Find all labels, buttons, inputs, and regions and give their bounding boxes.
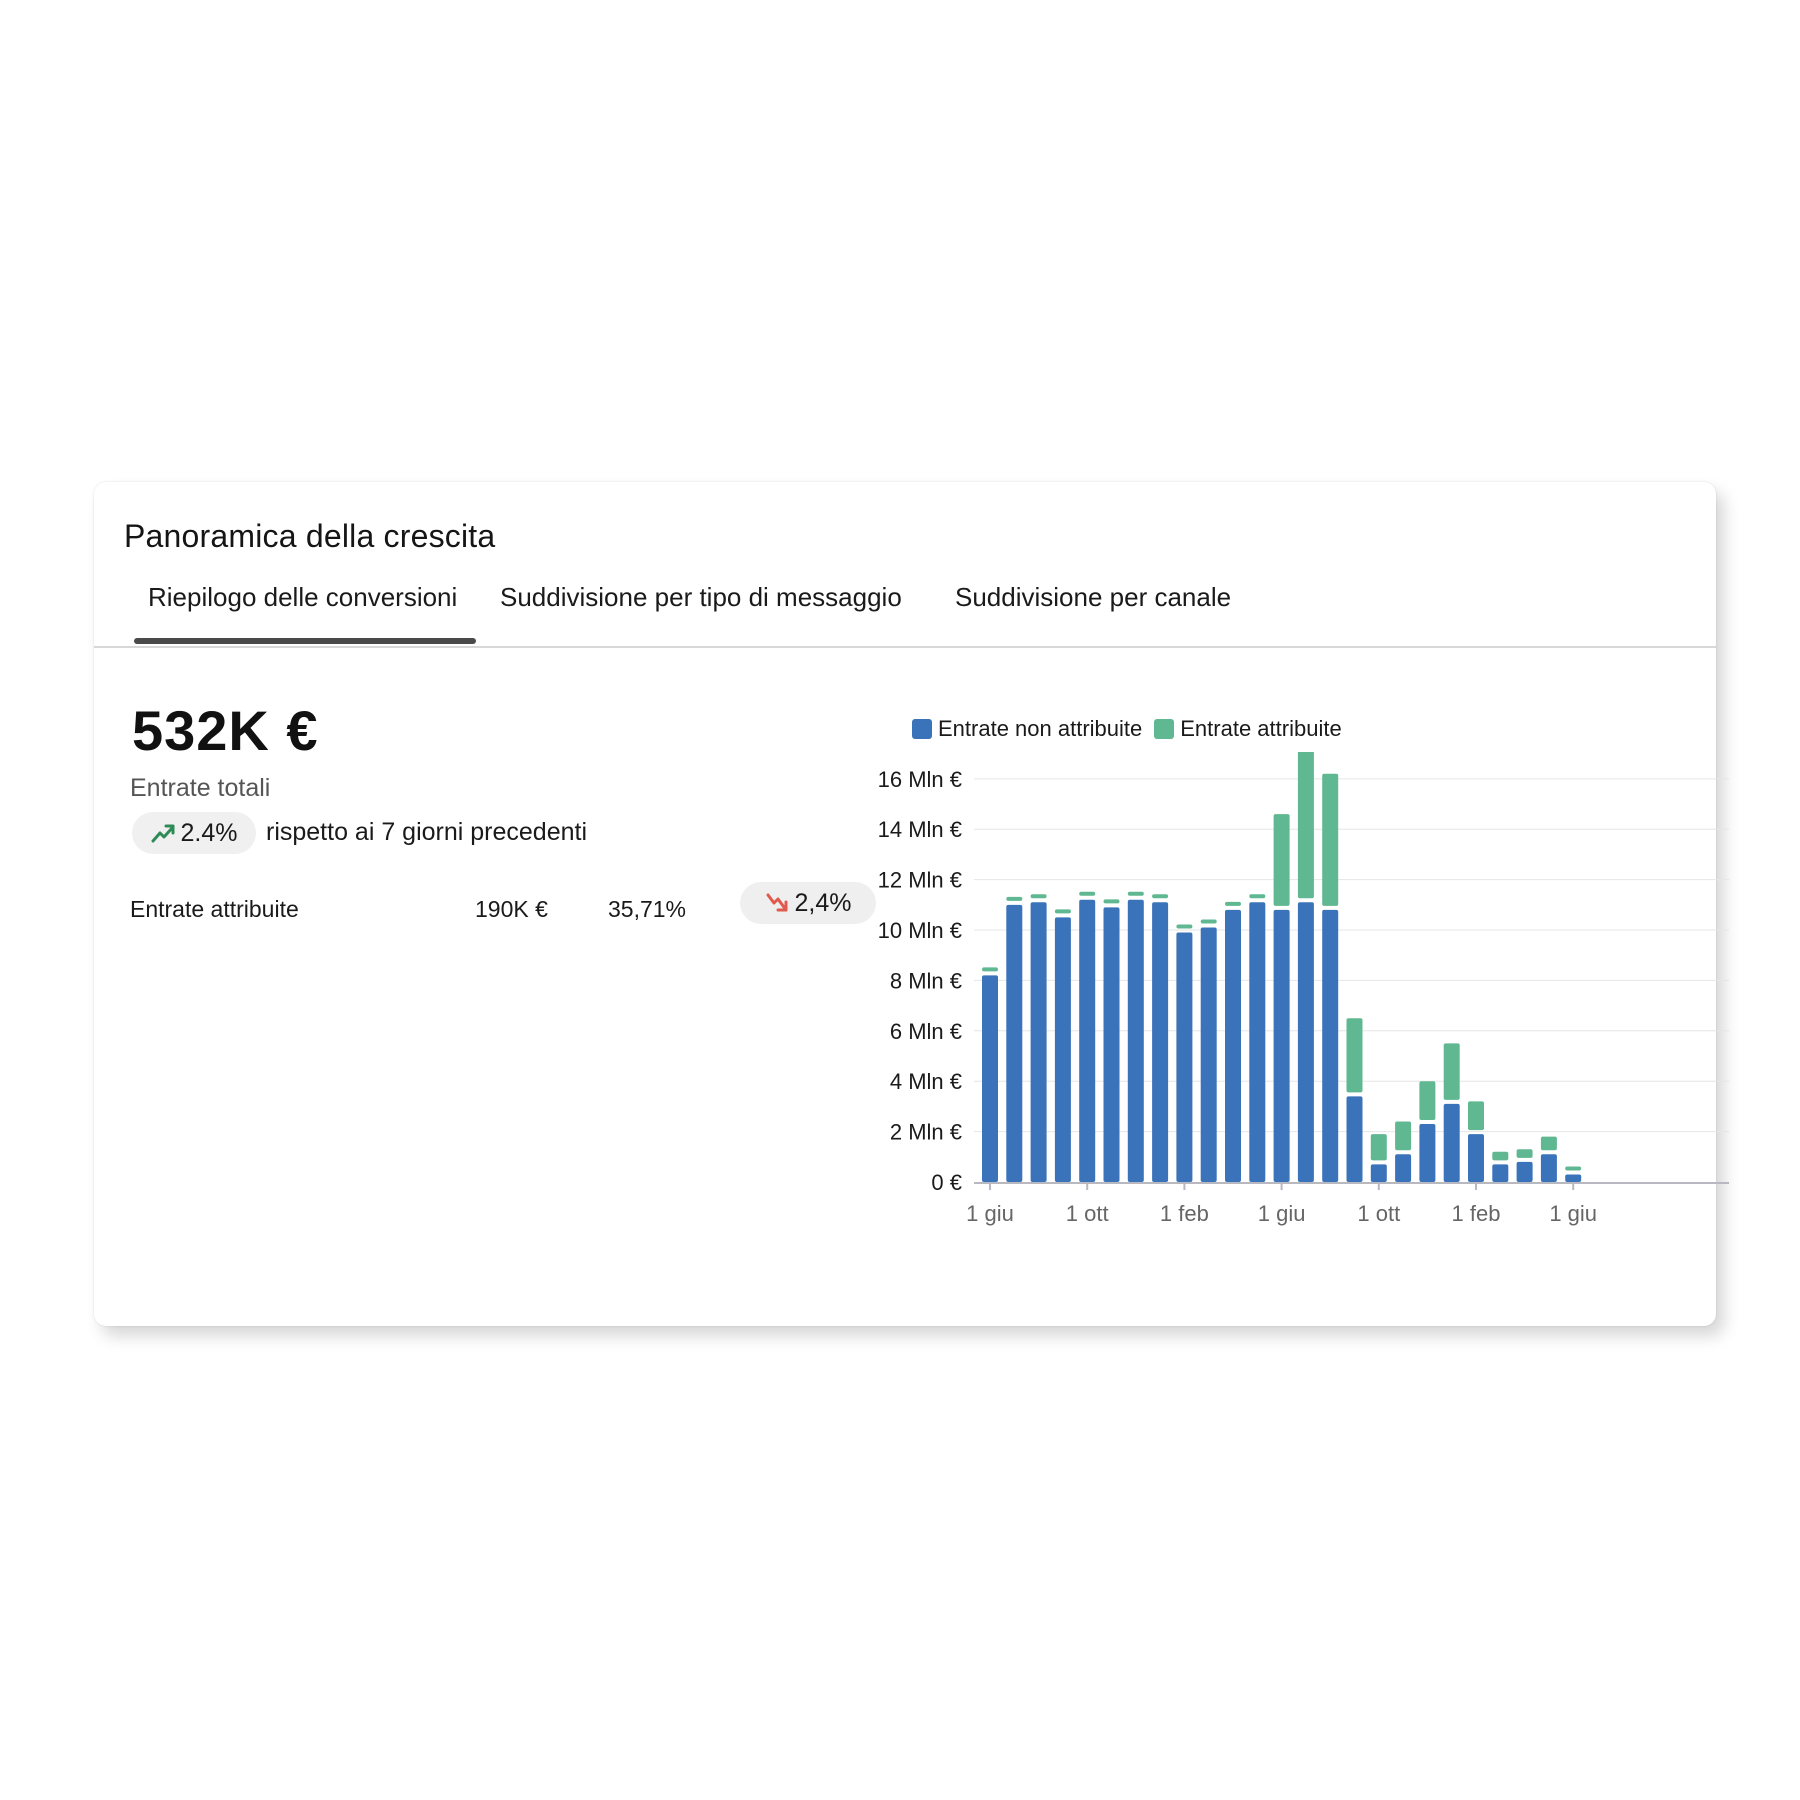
attributed-revenue-amount: 190K €	[475, 896, 548, 922]
bar-non-attributed	[1322, 910, 1338, 1182]
bar-attributed	[1419, 1081, 1435, 1120]
y-tick-label: 4 Mln €	[889, 1069, 962, 1095]
attributed-delta-badge	[740, 882, 876, 924]
y-tick-label: 14 Mln €	[877, 817, 962, 843]
total-revenue-value: 532K €	[132, 699, 319, 762]
bar-attributed	[1176, 925, 1192, 929]
bar-non-attributed	[1565, 1174, 1581, 1182]
bar-non-attributed	[982, 975, 998, 1182]
y-tick-label: 6 Mln €	[889, 1018, 962, 1044]
bar-non-attributed	[1468, 1134, 1484, 1182]
bar-non-attributed	[1128, 900, 1144, 1182]
bar-attributed	[1468, 1101, 1484, 1130]
bar-non-attributed	[1249, 902, 1265, 1182]
bar-attributed	[1079, 892, 1095, 896]
tab-channel-breakdown[interactable]: Suddivisione per canale	[955, 582, 1232, 612]
tabs-divider	[94, 646, 1716, 648]
bar-attributed	[1298, 752, 1314, 898]
y-tick-label: 2 Mln €	[889, 1119, 962, 1145]
legend-item-attributed[interactable]	[1154, 716, 1341, 742]
x-tick-label: 1 ott	[1357, 1201, 1401, 1226]
card-title: Panoramica della crescita	[124, 518, 496, 554]
total-revenue-label: Entrate totali	[130, 774, 271, 802]
attributed-revenue-label: Entrate attribuite	[130, 896, 299, 922]
attributed-revenue-percent: 35,71%	[608, 896, 687, 922]
tab-message-type-breakdown[interactable]: Suddivisione per tipo di messaggio	[500, 582, 902, 612]
attributed-delta-value: 2,4%	[794, 888, 852, 917]
x-tick-label: 1 giu	[1257, 1201, 1306, 1226]
bar-attributed	[1347, 1018, 1363, 1092]
bar-non-attributed	[1492, 1164, 1508, 1182]
bar-non-attributed	[1444, 1104, 1460, 1182]
bar-attributed	[1517, 1149, 1533, 1158]
x-tick-label: 1 feb	[1451, 1201, 1501, 1226]
trend-up-icon	[151, 822, 177, 844]
bar-non-attributed	[1347, 1096, 1363, 1182]
bar-attributed	[1274, 814, 1290, 906]
bar-attributed	[1492, 1152, 1508, 1161]
bar-non-attributed	[1395, 1154, 1411, 1182]
active-tab-indicator	[134, 638, 476, 644]
bar-non-attributed	[1201, 927, 1217, 1182]
legend-label-attributed: Entrate attribuite	[1180, 716, 1342, 741]
bar-attributed	[1104, 899, 1120, 903]
revenue-bar-chart	[874, 752, 1754, 1272]
bar-attributed	[1444, 1043, 1460, 1099]
bar-attributed	[1322, 774, 1338, 906]
bar-non-attributed	[1225, 910, 1241, 1182]
legend-item-non-attributed[interactable]	[912, 716, 1142, 742]
bar-attributed	[1055, 909, 1071, 913]
bar-non-attributed	[1274, 910, 1290, 1182]
y-tick-label: 8 Mln €	[889, 968, 962, 994]
bar-non-attributed	[1419, 1124, 1435, 1182]
tab-bar	[94, 582, 1716, 648]
comparison-period-text: rispetto ai 7 giorni precedenti	[266, 818, 588, 846]
trend-down-icon	[765, 891, 791, 915]
bar-attributed	[1565, 1166, 1581, 1170]
bar-non-attributed	[1006, 905, 1022, 1182]
x-tick-label: 1 giu	[1549, 1201, 1598, 1226]
y-tick-label: 10 Mln €	[877, 918, 962, 944]
y-tick-label: 0 €	[931, 1170, 962, 1195]
bar-non-attributed	[1541, 1154, 1557, 1182]
bar-attributed	[1371, 1134, 1387, 1160]
bar-non-attributed	[1298, 902, 1314, 1182]
bar-non-attributed	[1031, 902, 1047, 1182]
bar-non-attributed	[1176, 933, 1192, 1182]
total-delta-value: 2.4%	[180, 818, 238, 847]
bar-attributed	[1128, 892, 1144, 896]
bar-attributed	[1031, 894, 1047, 898]
x-tick-label: 1 feb	[1159, 1201, 1209, 1226]
bar-non-attributed	[1055, 917, 1071, 1182]
y-tick-label: 16 Mln €	[877, 766, 962, 792]
growth-overview-card	[94, 482, 1716, 1326]
tab-conversion-summary[interactable]: Riepilogo delle conversioni	[148, 582, 458, 612]
bar-non-attributed	[1517, 1162, 1533, 1182]
bar-attributed	[1152, 894, 1168, 898]
y-tick-label: 12 Mln €	[877, 867, 962, 893]
bar-attributed	[982, 967, 998, 971]
total-delta-badge	[132, 812, 256, 854]
bar-non-attributed	[1152, 902, 1168, 1182]
chart-legend	[912, 716, 1354, 742]
legend-label-non-attributed: Entrate non attribuite	[938, 716, 1143, 741]
bar-non-attributed	[1079, 900, 1095, 1182]
legend-swatch-attributed	[1154, 719, 1174, 739]
bar-attributed	[1249, 894, 1265, 898]
bar-non-attributed	[1104, 907, 1120, 1182]
bar-attributed	[1201, 919, 1217, 923]
bar-attributed	[1006, 897, 1022, 901]
bar-attributed	[1395, 1122, 1411, 1151]
x-tick-label: 1 giu	[966, 1201, 1014, 1226]
x-tick-label: 1 ott	[1065, 1201, 1109, 1226]
bar-attributed	[1541, 1137, 1557, 1151]
legend-swatch-non-attributed	[912, 719, 932, 739]
bar-attributed	[1225, 902, 1241, 906]
bar-non-attributed	[1371, 1164, 1387, 1182]
